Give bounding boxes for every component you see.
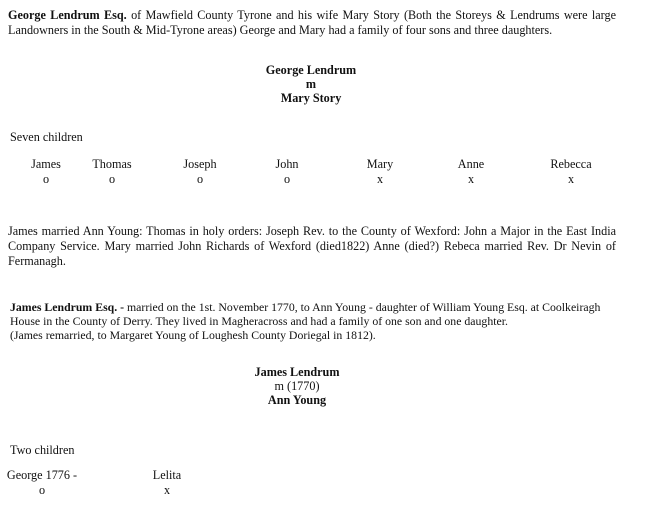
james-paragraph	[10, 300, 630, 342]
child-mark: o	[108, 172, 116, 186]
child-mark: x	[376, 172, 384, 186]
child-mark: o	[38, 483, 46, 497]
husband-name: George Lendrum	[265, 63, 357, 77]
marriage-m: m (1770)	[274, 379, 320, 393]
children-count-label: Seven children	[10, 130, 83, 144]
child-mark: x	[163, 483, 171, 497]
child-thomas	[82, 157, 142, 187]
couple-george-mary	[231, 63, 391, 105]
children-count-label: Two children	[10, 443, 75, 457]
child-rebecca	[541, 157, 601, 187]
wife-name: Mary Story	[280, 91, 342, 105]
child-name: Rebecca	[550, 157, 592, 171]
child-george	[4, 468, 80, 498]
james-line1: married on the 1st. November 1770, to Ann Young - daughter of William Young Esq. at Coolkeiragh	[124, 300, 601, 314]
intro-text: of Mawfield County Tyrone and his wife Mary Story (Both the Storeys & Lendrums were large Landowners in the South & Mid-Tyrone areas) George and Mary had a family of four sons and three daughters.	[8, 8, 616, 37]
child-name: John	[275, 157, 299, 171]
child-mark: x	[467, 172, 475, 186]
child-mark: o	[42, 172, 50, 186]
child-joseph	[170, 157, 230, 187]
marriages-paragraph: James married Ann Young: Thomas in holy orders: Joseph Rev. to the County of Wexford: John a Major in the East India Company Service. Mary married John Richards of Wexford (died1822) Anne (died?) Rebeca married Rev. Dr Nevin of Fermanagh.	[8, 224, 616, 268]
husband-name: James Lendrum	[254, 365, 340, 379]
child-name: George 1776 -	[6, 468, 78, 482]
child-john	[257, 157, 317, 187]
child-name: Mary	[366, 157, 394, 171]
child-name: Thomas	[92, 157, 132, 171]
child-mark: o	[196, 172, 204, 186]
child-mark: x	[567, 172, 575, 186]
marriage-m: m	[305, 77, 317, 91]
wife-name: Ann Young	[267, 393, 327, 407]
child-name: Joseph	[183, 157, 217, 171]
child-name: Lelita	[152, 468, 182, 482]
child-james	[16, 157, 76, 187]
couple-james-ann	[217, 365, 377, 407]
intro-paragraph	[8, 8, 616, 38]
child-name: James	[31, 157, 61, 171]
child-anne	[441, 157, 501, 187]
child-mark: o	[283, 172, 291, 186]
james-line3: (James remarried, to Margaret Young of Loughesh County Doriegal in 1812).	[10, 328, 376, 342]
child-lelita	[137, 468, 197, 498]
intro-name: George Lendrum Esq.	[8, 8, 127, 22]
james-name: James Lendrum Esq. -	[10, 300, 125, 314]
child-name: Anne	[457, 157, 485, 171]
child-mary	[350, 157, 410, 187]
james-line2: House in the County of Derry. They lived in Magheracross and had a family of one son and one daughter.	[10, 314, 508, 328]
